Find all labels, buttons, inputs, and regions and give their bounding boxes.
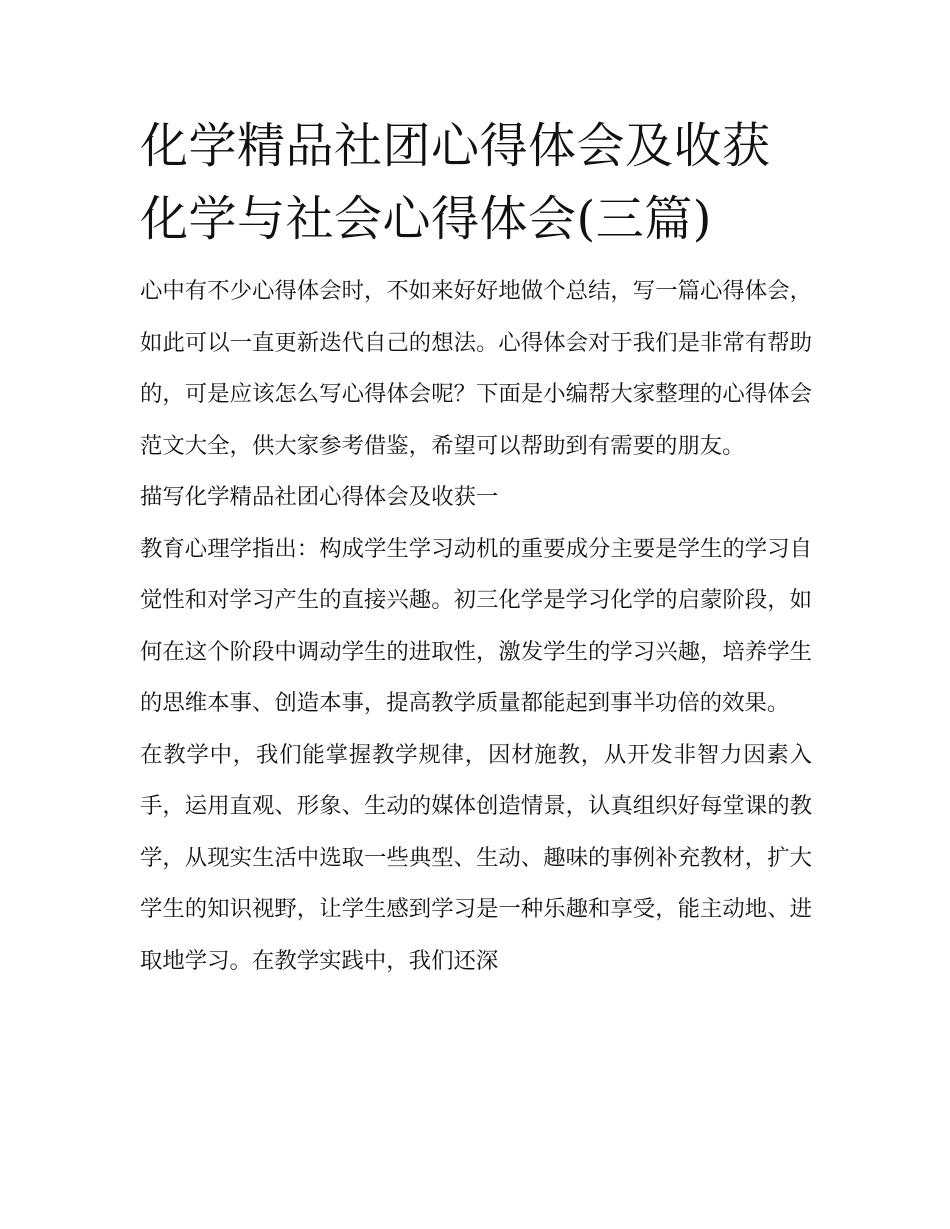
document-title [140,110,812,256]
intro-paragraph: 心中有不少心得体会时，不如来好好地做个总结，写一篇心得体会，如此可以一直更新迭代自己的想法。心得体会对于我们是非常有帮助的，可是应该怎么写心得体会呢？下面是小编帮大家整理的心得体会范文大全，供大家参考借鉴，希望可以帮助到有需要的朋友。 [140,278,812,459]
body-paragraph: 教育心理学指出：构成学生学习动机的重要成分主要是学生的学习自觉性和对学习产生的直接兴趣。初三化学是学习化学的启蒙阶段，如何在这个阶段中调动学生的进取性，激发学生的学习兴趣，培养学生的思维本事、创造本事，提高教学质量都能起到事半功倍的效果。 [140,535,812,716]
section-heading: 描写化学精品社团心得体会及收获一 [140,484,499,510]
document-page [140,110,812,987]
title-line-1: 化学精品社团心得体会及收获 [140,118,771,174]
title-line-2: 化学与社会心得体会(三篇) [140,191,712,247]
body-paragraph: 在教学中，我们能掌握教学规律，因材施教，从开发非智力因素入手，运用直观、形象、生动的媒体创造情景，认真组织好每堂课的教学，从现实生活中选取一些典型、生动、趣味的事例补充教材，扩大学生的知识视野，让学生感到学习是一种乐趣和享受，能主动地、进取地学习。在教学实践中，我们还深 [140,741,812,974]
